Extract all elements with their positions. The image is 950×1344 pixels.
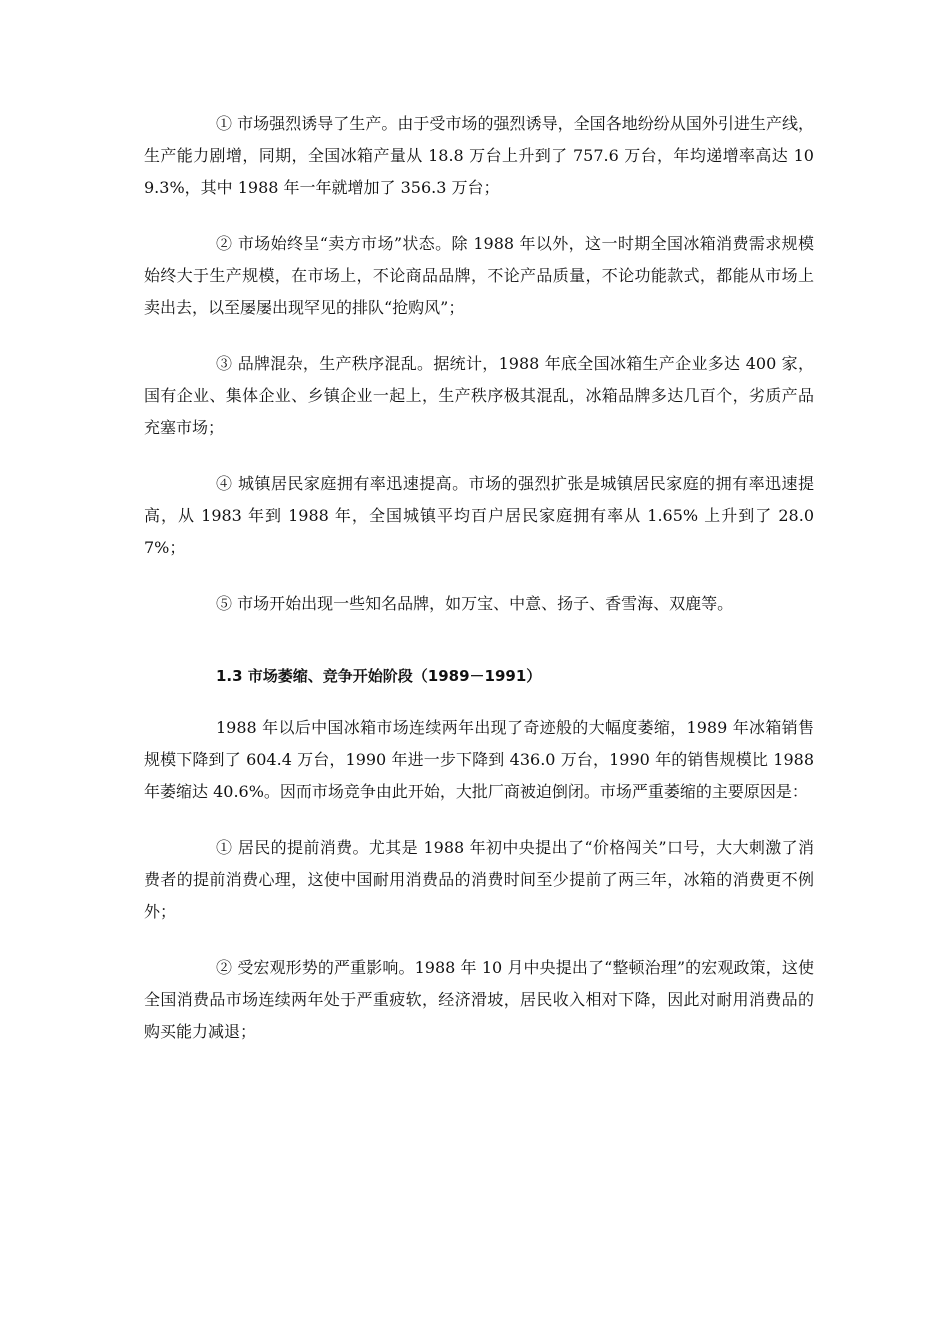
section-heading: 1.3 市场萎缩、竞争开始阶段（1989－1991） [216,667,542,685]
paragraph-known-brands: ⑤ 市场开始出现一些知名品牌，如万宝、中意、扬子、香雪海、双鹿等。 [216,594,734,613]
document-page [144,108,814,1072]
paragraph-early-consumption: ① 居民的提前消费。尤其是 1988 年初中央提出了“价格闯关”口号，大大刺激了消费者的提前消费心理，这使中国耐用消费品的消费时间至少提前了两三年，冰箱的消费更不例外； [144,838,814,921]
paragraph-market-shrink-intro: 1988 年以后中国冰箱市场连续两年出现了奇迹般的大幅度萎缩，1989 年冰箱销售规模下降到了 604.4 万台，1990 年进一步下降到 436.0 万台，1990 年的销售规模比 1988 年萎缩达 40.6%。因而市场竞争由此开始，大批厂商被迫倒闭。市场严重萎缩的主要原因是： [144,718,814,801]
paragraph-brand-chaos: ③ 品牌混杂，生产秩序混乱。据统计，1988 年底全国冰箱生产企业多达 400 家，国有企业、集体企业、乡镇企业一起上，生产秩序极其混乱，冰箱品牌多达几百个，劣质产品充塞市场； [144,354,814,437]
paragraph-macro-impact: ② 受宏观形势的严重影响。1988 年 10 月中央提出了“整顿治理”的宏观政策，这使全国消费品市场连续两年处于严重疲软，经济滑坡，居民收入相对下降，因此对耐用消费品的购买能力减退； [144,958,814,1041]
paragraph-seller-market: ② 市场始终呈“卖方市场”状态。除 1988 年以外，这一时期全国冰箱消费需求规模始终大于生产规模，在市场上，不论商品品牌，不论产品质量，不论功能款式，都能从市场上卖出去，以至屡屡出现罕见的排队“抢购风”； [144,234,814,317]
paragraph-ownership-rate: ④ 城镇居民家庭拥有率迅速提高。市场的强烈扩张是城镇居民家庭的拥有率迅速提高，从 1983 年到 1988 年，全国城镇平均百户居民家庭拥有率从 1.65% 上升到了 28.07%； [144,474,814,557]
paragraph-market-induced-production: ① 市场强烈诱导了生产。由于受市场的强烈诱导，全国各地纷纷从国外引进生产线，生产能力剧增，同期，全国冰箱产量从 18.8 万台上升到了 757.6 万台，年均递增率高达 109.3%，其中 1988 年一年就增加了 356.3 万台； [144,114,814,197]
